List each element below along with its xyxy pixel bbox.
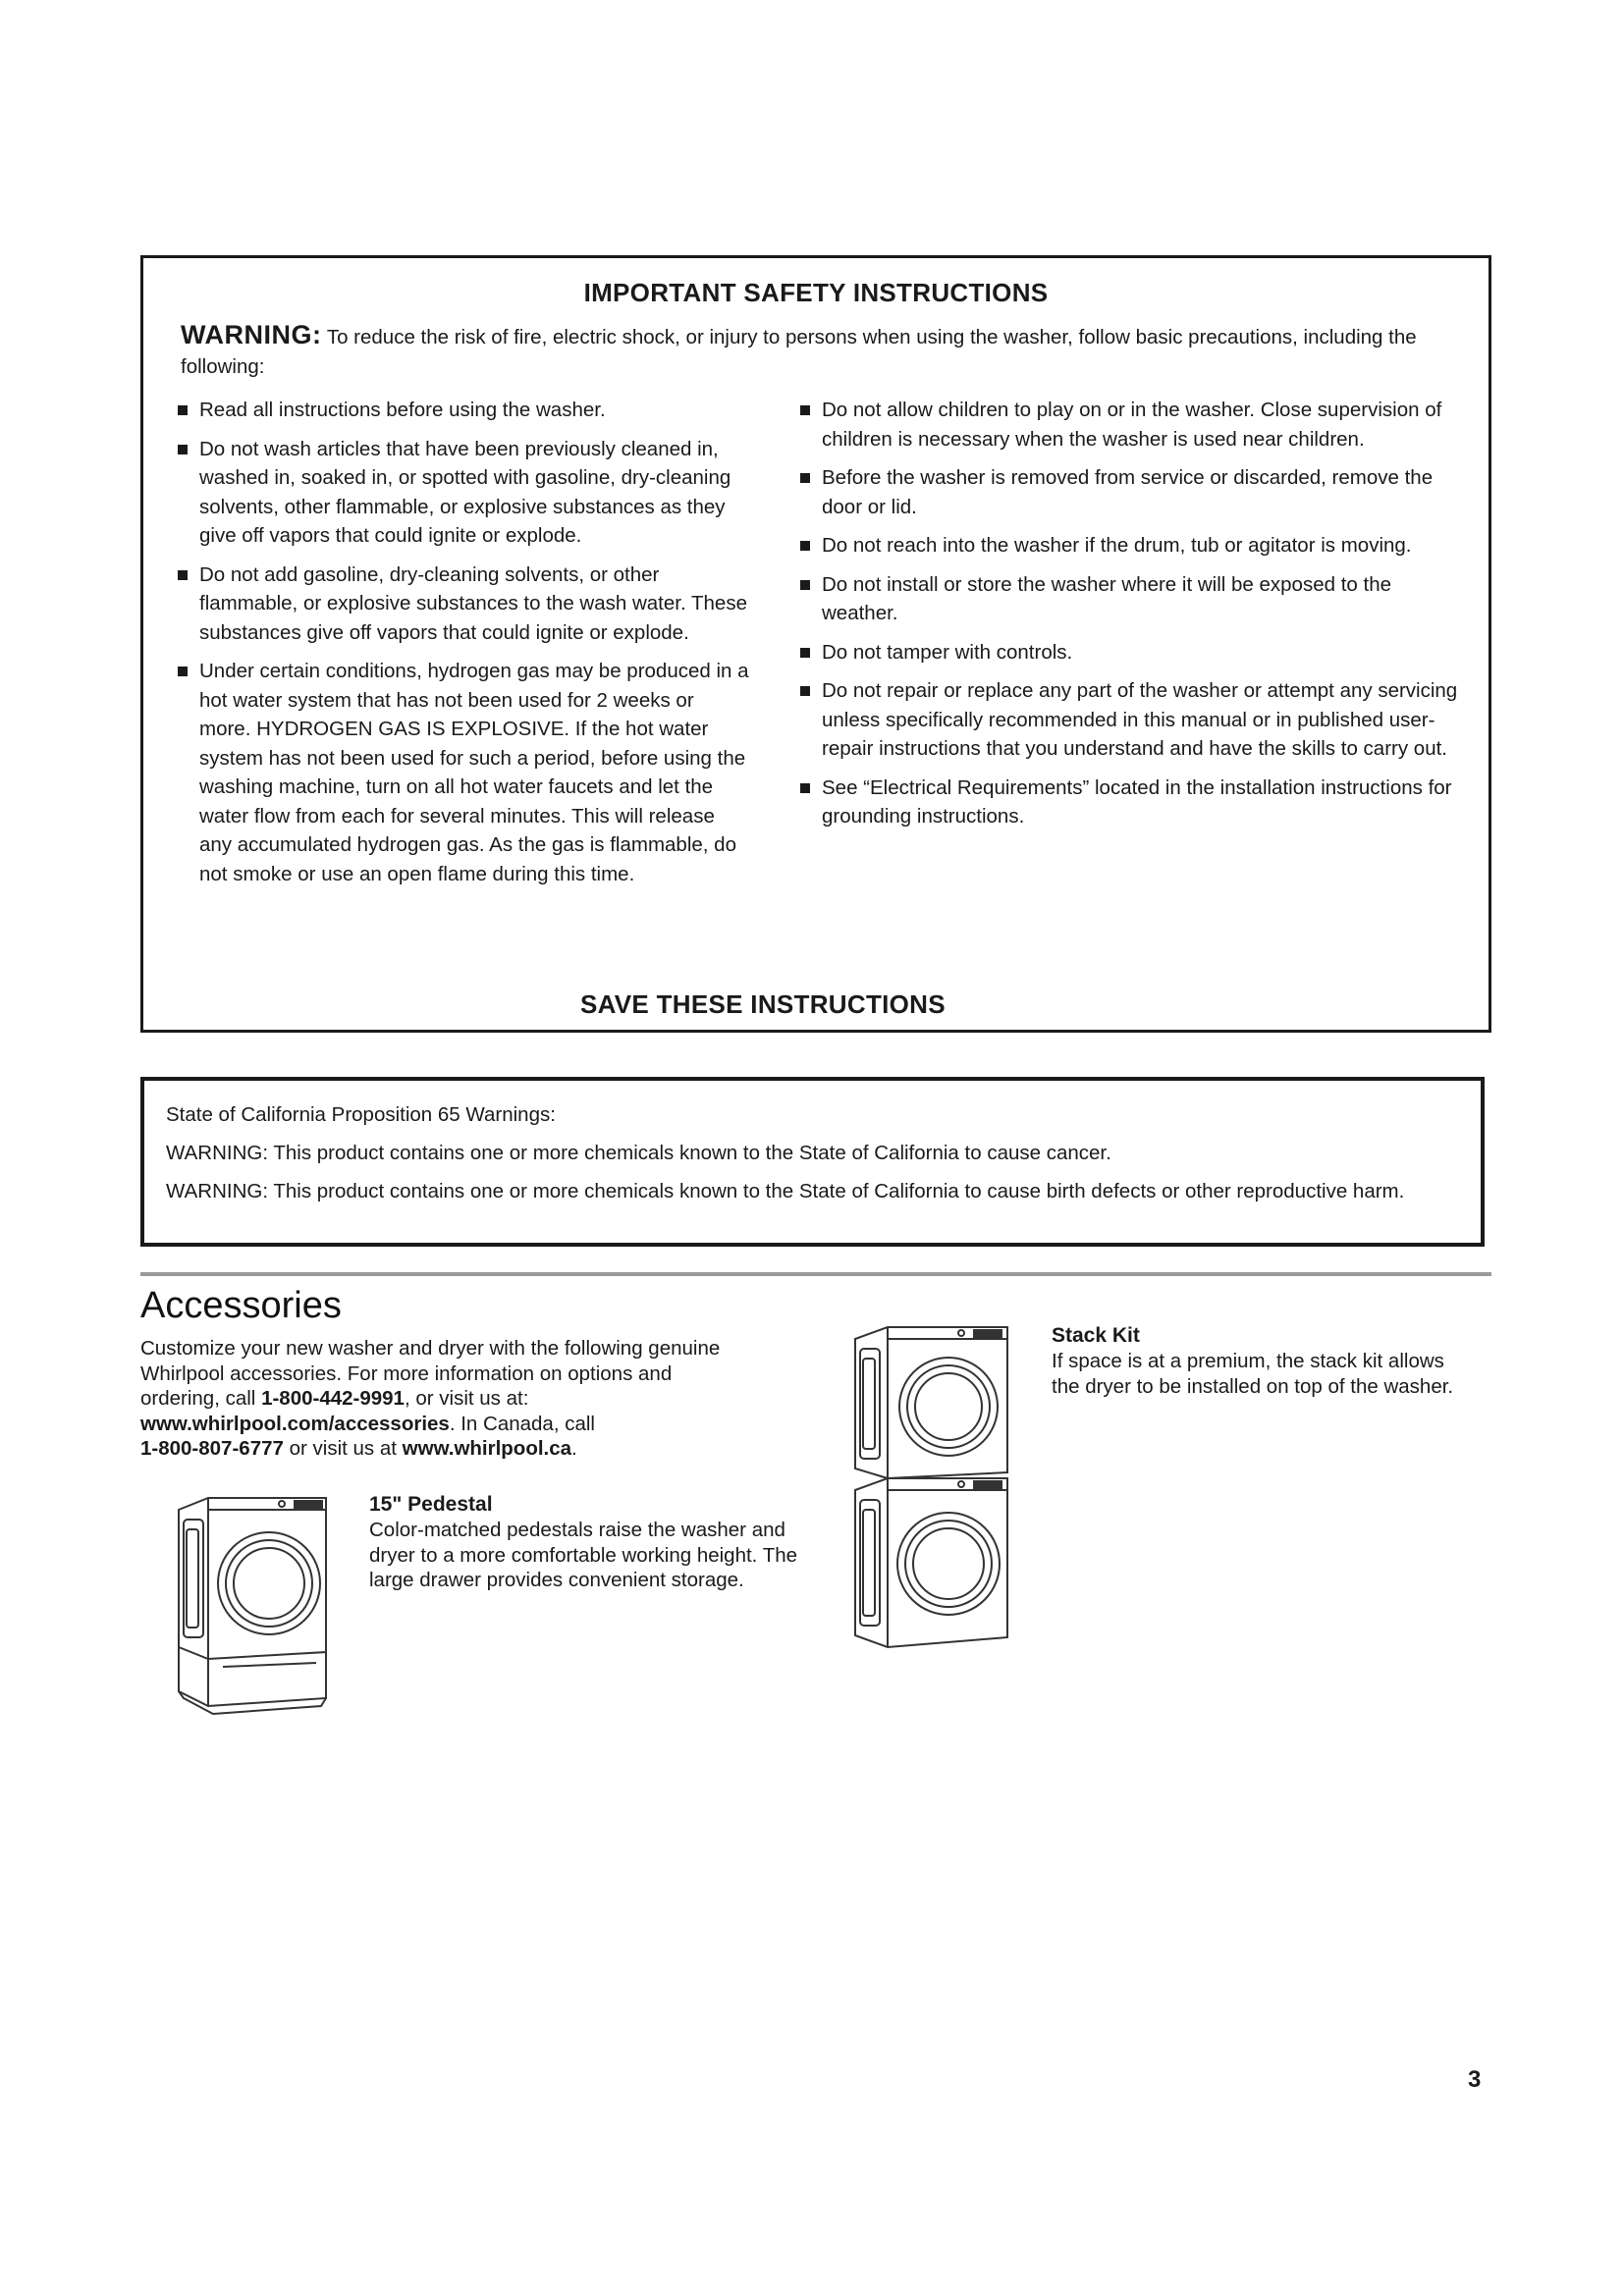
phone-us: 1-800-442-9991 bbox=[261, 1387, 405, 1410]
bullet-icon bbox=[800, 783, 810, 793]
list-item: Read all instructions before using the washer. bbox=[176, 396, 750, 425]
pedestal-illustration-icon bbox=[169, 1490, 336, 1726]
list-item: Do not reach into the washer if the drum, tub or agitator is moving. bbox=[798, 531, 1466, 561]
warning-intro bbox=[181, 320, 1449, 382]
warning-word: WARNING: bbox=[181, 320, 322, 349]
safety-instructions-box bbox=[140, 255, 1491, 1033]
prop65-birth-defects-warning: WARNING: This product contains one or more chemicals known to the State of California to cause birth defects or other reproductive harm. bbox=[166, 1180, 1405, 1202]
list-item: Do not allow children to play on or in the washer. Close supervision of children is necessary when the washer is used near children. bbox=[798, 396, 1466, 454]
bullet-icon bbox=[800, 473, 810, 483]
stack-kit-description bbox=[1052, 1323, 1464, 1399]
bullet-icon bbox=[178, 667, 188, 676]
accessories-title: Accessories bbox=[140, 1285, 342, 1326]
bullet-icon bbox=[800, 541, 810, 551]
section-divider bbox=[140, 1272, 1491, 1276]
url-canada-link[interactable]: www.whirlpool.ca bbox=[402, 1437, 572, 1460]
list-item: Under certain conditions, hydrogen gas may be produced in a hot water system that has not been used for 2 weeks or more. HYDROGEN GAS IS EXPLOSIVE. If the hot water system has not been used for such a period, before using the washing machine, turn on all hot water faucets and let the water flow from each for several minutes. This will release any accumulated hydrogen gas. As the gas is flammable, do not smoke or use an open flame during this time. bbox=[176, 657, 750, 888]
list-item: See “Electrical Requirements” located in the installation instructions for grounding instructions. bbox=[798, 774, 1466, 831]
right-bullet-column bbox=[798, 396, 1466, 841]
prop65-box bbox=[140, 1077, 1485, 1247]
phone-canada: 1-800-807-6777 bbox=[140, 1437, 284, 1460]
bullet-icon bbox=[800, 686, 810, 696]
pedestal-body: Color-matched pedestals raise the washer and dryer to a more comfortable working height. The large drawer provides convenient storage. bbox=[369, 1519, 798, 1591]
prop65-heading: State of California Proposition 65 Warnings: bbox=[166, 1103, 556, 1126]
bullet-icon bbox=[178, 570, 188, 580]
left-bullet-column bbox=[176, 396, 750, 898]
url-us-link[interactable]: www.whirlpool.com/accessories bbox=[140, 1412, 450, 1435]
list-item: Do not repair or replace any part of the washer or attempt any servicing unless specifically recommended in this manual or in published user-repair instructions that you understand and have the skills to carry out. bbox=[798, 676, 1466, 764]
stack-kit-title: Stack Kit bbox=[1052, 1324, 1140, 1347]
bullet-icon bbox=[800, 648, 810, 658]
list-item: Do not install or store the washer where it will be exposed to the weather. bbox=[798, 570, 1466, 628]
prop65-cancer-warning: WARNING: This product contains one or more chemicals known to the State of California to cause cancer. bbox=[166, 1142, 1111, 1164]
safety-title: IMPORTANT SAFETY INSTRUCTIONS bbox=[583, 278, 1049, 307]
stack-kit-illustration-icon bbox=[850, 1323, 1017, 1659]
bullet-icon bbox=[178, 445, 188, 454]
bullet-icon bbox=[178, 405, 188, 415]
list-item: Do not add gasoline, dry-cleaning solvents, or other flammable, or explosive substances to the wash water. These substances give off vapors that could ignite or explode. bbox=[176, 561, 750, 648]
accessories-intro: Customize your new washer and dryer with the following genuine Whirlpool accessories. For more information on options and ordering, call 1-800-442-9991, or visit us at: www.whirlpool.com/accessories. In Canada, call 1-800-807-6777 or visit us at www.whirlpool.ca. bbox=[140, 1337, 721, 1460]
bullet-icon bbox=[800, 405, 810, 415]
save-instructions-title: SAVE THESE INSTRUCTIONS bbox=[580, 989, 946, 1019]
list-item: Do not wash articles that have been previously cleaned in, washed in, soaked in, or spotted with gasoline, dry-cleaning solvents, other flammable, or explosive substances as they give off vapors that could ignite or explode. bbox=[176, 435, 750, 551]
stack-kit-body: If space is at a premium, the stack kit allows the dryer to be installed on top of the washer. bbox=[1052, 1350, 1454, 1398]
list-item: Do not tamper with controls. bbox=[798, 638, 1466, 667]
list-item: Before the washer is removed from service or discarded, remove the door or lid. bbox=[798, 463, 1466, 521]
bullet-icon bbox=[800, 580, 810, 590]
page-number: 3 bbox=[1468, 2066, 1482, 2093]
pedestal-title: 15" Pedestal bbox=[369, 1493, 493, 1516]
pedestal-description bbox=[369, 1492, 801, 1593]
warning-text: To reduce the risk of fire, electric shock, or injury to persons when using the washer, follow basic precautions, including the following: bbox=[181, 326, 1417, 378]
